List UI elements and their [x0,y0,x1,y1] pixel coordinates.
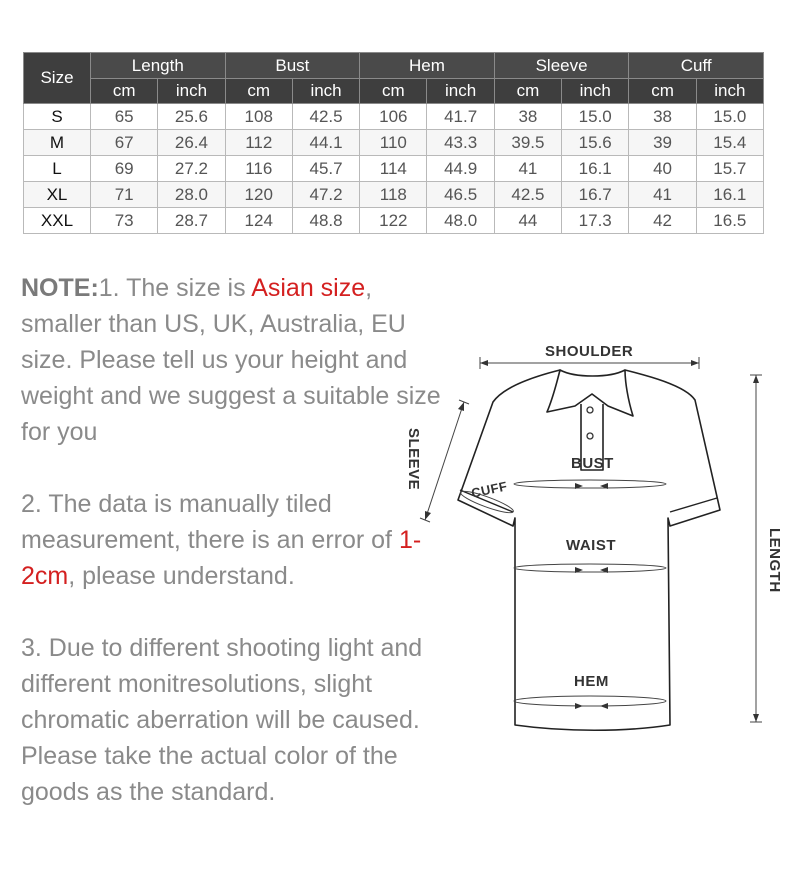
table-cell: 42 [629,208,696,234]
sleeve-label: SLEEVE [405,428,422,491]
table-cell: 15.0 [696,104,763,130]
bust-label: BUST [571,455,614,472]
table-row [24,182,764,208]
table-cell: 42.5 [494,182,561,208]
size-cell: XL [24,182,91,208]
table-row [24,208,764,234]
table-cell: 73 [91,208,158,234]
table-cell: 44 [494,208,561,234]
table-cell: 46.5 [427,182,494,208]
polo-shirt-illustration [395,330,790,790]
button-1 [587,407,593,413]
size-cell: M [24,130,91,156]
size-chart-table [23,52,764,234]
table-cell: 48.0 [427,208,494,234]
note-2-text-cont: , please understand. [68,562,295,590]
table-cell: 45.7 [292,156,359,182]
table-cell: 15.7 [696,156,763,182]
table-cell: 42.5 [292,104,359,130]
unit-header: cm [494,79,561,104]
table-cell: 41 [629,182,696,208]
note-3: 3. Due to different shooting light and different monitresolutions, slight chromatic aberration will be caused. Please take the actual color of the goods as the standard. [21,634,423,806]
table-cell: 16.1 [562,156,629,182]
table-cell: 16.1 [696,182,763,208]
bust-header: Bust [225,53,360,79]
table-cell: 69 [91,156,158,182]
table-cell: 16.7 [562,182,629,208]
unit-header: cm [360,79,427,104]
table-cell: 26.4 [158,130,225,156]
table-cell: 65 [91,104,158,130]
table-cell: 114 [360,156,427,182]
table-row [24,104,764,130]
table-cell: 39 [629,130,696,156]
length-label: LENGTH [766,528,783,593]
sleeve-header: Sleeve [494,53,629,79]
table-cell: 25.6 [158,104,225,130]
unit-header: inch [562,79,629,104]
button-2 [587,433,593,439]
size-table-body [24,104,764,234]
shirt-measurement-diagram [395,330,790,790]
cuff-header: Cuff [629,53,764,79]
error-range-highlight: 1-2cm [21,526,422,590]
table-cell: 44.1 [292,130,359,156]
note-1-text: 1. The size is [98,274,252,302]
cuff-label: CUFF [469,478,509,501]
table-cell: 28.7 [158,208,225,234]
table-cell: 116 [225,156,292,182]
unit-header: inch [158,79,225,104]
size-cell: S [24,104,91,130]
table-cell: 112 [225,130,292,156]
table-cell: 118 [360,182,427,208]
table-cell: 122 [360,208,427,234]
unit-header: cm [225,79,292,104]
note-2-text: 2. The data is manually tiled measurement, there is an error of [21,490,399,554]
note-1 [21,270,451,450]
table-cell: 110 [360,130,427,156]
size-header: Size [24,53,91,104]
table-cell: 15.0 [562,104,629,130]
table-cell: 67 [91,130,158,156]
table-cell: 108 [225,104,292,130]
unit-header: inch [696,79,763,104]
table-cell: 40 [629,156,696,182]
table-cell: 17.3 [562,208,629,234]
table-cell: 124 [225,208,292,234]
table-cell: 48.8 [292,208,359,234]
size-cell: XXL [24,208,91,234]
table-cell: 15.6 [562,130,629,156]
table-cell: 38 [629,104,696,130]
table-cell: 38 [494,104,561,130]
hem-label: HEM [574,673,609,690]
table-cell: 27.2 [158,156,225,182]
unit-header: cm [629,79,696,104]
asian-size-highlight: Asian size [251,274,366,302]
length-header: Length [91,53,226,79]
table-row [24,130,764,156]
table-cell: 15.4 [696,130,763,156]
table-cell: 41 [494,156,561,182]
table-cell: 106 [360,104,427,130]
table-cell: 120 [225,182,292,208]
table-cell: 16.5 [696,208,763,234]
note-label: NOTE: [21,274,99,302]
waist-label: WAIST [566,537,616,554]
table-cell: 43.3 [427,130,494,156]
table-cell: 41.7 [427,104,494,130]
table-cell: 28.0 [158,182,225,208]
shoulder-label: SHOULDER [545,343,634,360]
notes-section [21,270,451,846]
table-cell: 39.5 [494,130,561,156]
table-cell: 71 [91,182,158,208]
table-cell: 44.9 [427,156,494,182]
unit-header: inch [292,79,359,104]
table-cell: 47.2 [292,182,359,208]
unit-header: cm [91,79,158,104]
hem-header: Hem [360,53,495,79]
note-2 [21,486,451,594]
table-row [24,156,764,182]
size-cell: L [24,156,91,182]
note-1-text-cont: , smaller than US, UK, Australia, EU size. Please tell us your height and weight and we suggest a suitable size for you [21,274,441,446]
unit-header: inch [427,79,494,104]
